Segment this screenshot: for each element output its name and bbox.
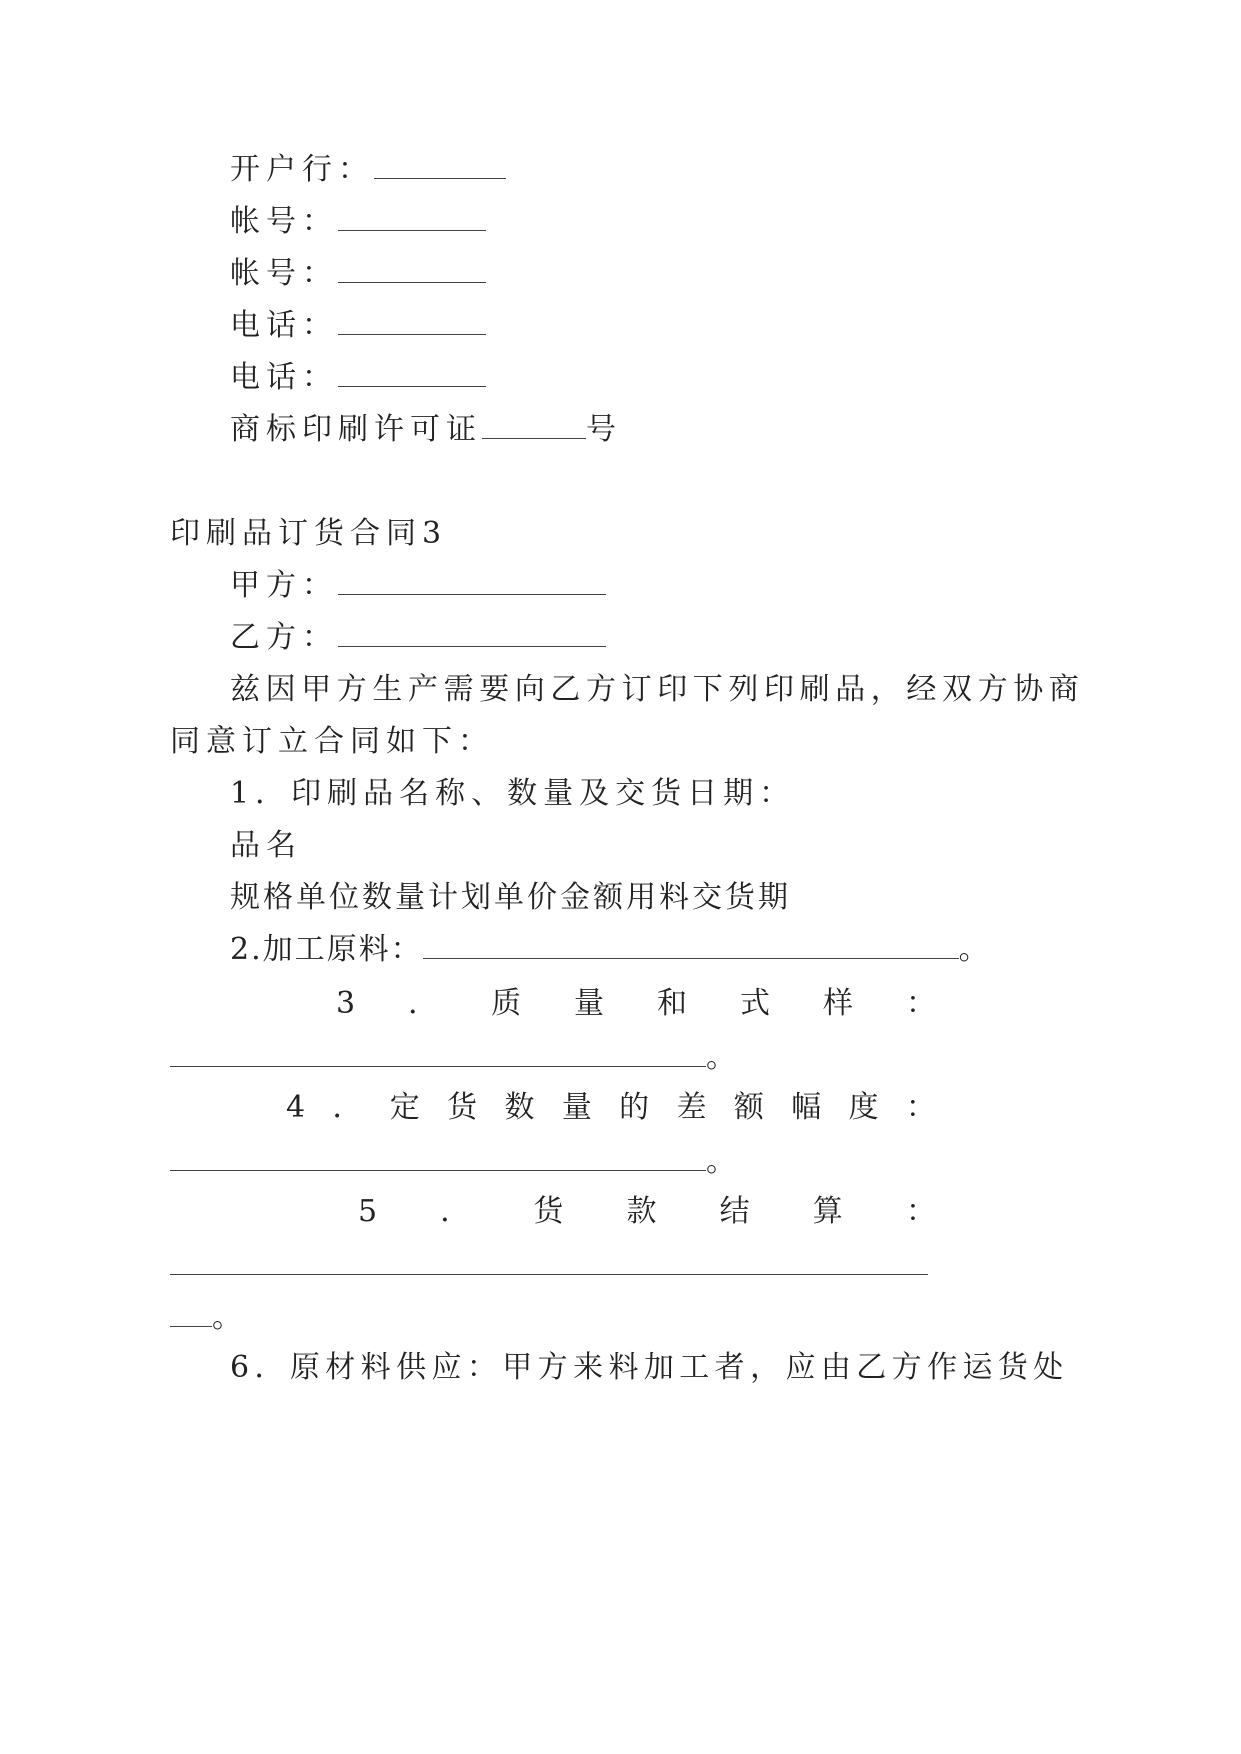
char: 3	[336, 986, 356, 1021]
char: 算	[812, 1194, 843, 1229]
item-5-blank-line-1	[170, 1248, 928, 1284]
trademark-license	[230, 412, 622, 448]
blank-line	[338, 568, 606, 595]
party-b-label: 乙方：	[230, 620, 338, 655]
char: 差	[676, 1090, 707, 1125]
bank-field-opening-bank	[230, 152, 506, 188]
char: ：	[905, 1194, 936, 1229]
item-4-heading	[286, 1090, 936, 1126]
field-label: 电话：	[230, 360, 338, 395]
char: 款	[626, 1194, 657, 1229]
char: 质	[491, 986, 522, 1021]
bank-field-account-2	[230, 256, 486, 292]
char: ：	[905, 1090, 936, 1125]
blank-line	[338, 204, 486, 231]
bank-field-phone-2	[230, 360, 486, 396]
char: ．	[408, 986, 439, 1021]
blank-line	[374, 152, 506, 179]
period: 。	[212, 1300, 242, 1335]
field-label: 电话：	[230, 308, 338, 343]
char: 量	[561, 1090, 592, 1125]
bank-field-account-1	[230, 204, 486, 240]
blank-line	[170, 1144, 706, 1171]
contract-title: 印刷品订货合同3	[170, 516, 448, 551]
bank-field-phone-1	[230, 308, 486, 344]
char: ．	[440, 1194, 471, 1229]
field-label: 开户行：	[230, 152, 374, 187]
blank-line	[170, 1300, 212, 1327]
char: 结	[719, 1194, 750, 1229]
party-a	[230, 568, 606, 604]
item-1: 1．印刷品名称、数量及交货日期：	[230, 776, 796, 811]
blank-line	[170, 1040, 706, 1067]
item-2	[230, 932, 991, 968]
intro-line-2: 同意订立合同如下：	[170, 724, 494, 759]
item-1-columns: 规格单位数量计划单价金额用料交货期	[230, 880, 791, 915]
char: 数	[504, 1090, 535, 1125]
item-6: 6．原材料供应：甲方来料加工者，应由乙方作运货处	[230, 1350, 1069, 1385]
blank-line	[338, 620, 606, 647]
char: 货	[447, 1090, 478, 1125]
char: 式	[740, 986, 771, 1021]
license-suffix: 号	[586, 412, 622, 447]
char: 的	[619, 1090, 650, 1125]
item-5-heading	[358, 1194, 936, 1230]
field-label: 帐号：	[230, 204, 338, 239]
char: 额	[733, 1090, 764, 1125]
char: 4	[286, 1090, 306, 1125]
char: ．	[332, 1090, 363, 1125]
item-4-blank	[170, 1144, 736, 1180]
blank-line	[482, 412, 586, 439]
blank-line	[338, 360, 486, 387]
period: 。	[958, 932, 991, 967]
item-2-label: 2.加工原料：	[230, 932, 423, 967]
char: 量	[574, 986, 605, 1021]
field-label: 帐号：	[230, 256, 338, 291]
item-1-column-name: 品名	[230, 828, 302, 863]
blank-line	[170, 1248, 928, 1275]
blank-line	[338, 308, 486, 335]
char: 货	[533, 1194, 564, 1229]
period: 。	[706, 1040, 736, 1075]
char: 幅	[791, 1090, 822, 1125]
char: 定	[389, 1090, 420, 1125]
char: 样	[823, 986, 853, 1021]
period: 。	[706, 1144, 736, 1179]
blank-line	[338, 256, 486, 283]
char: 度	[848, 1090, 879, 1125]
char: 5	[358, 1194, 378, 1229]
party-b	[230, 620, 606, 656]
char: ：	[905, 986, 936, 1021]
party-a-label: 甲方：	[230, 568, 338, 603]
license-prefix: 商标印刷许可证	[230, 412, 482, 447]
intro-line-1: 兹因甲方生产需要向乙方订印下列印刷品，经双方协商	[230, 672, 1085, 707]
item-3-heading	[336, 986, 936, 1022]
blank-line	[423, 932, 959, 959]
item-3-blank	[170, 1040, 736, 1076]
item-5-blank-line-2	[170, 1300, 242, 1336]
char: 和	[657, 986, 688, 1021]
